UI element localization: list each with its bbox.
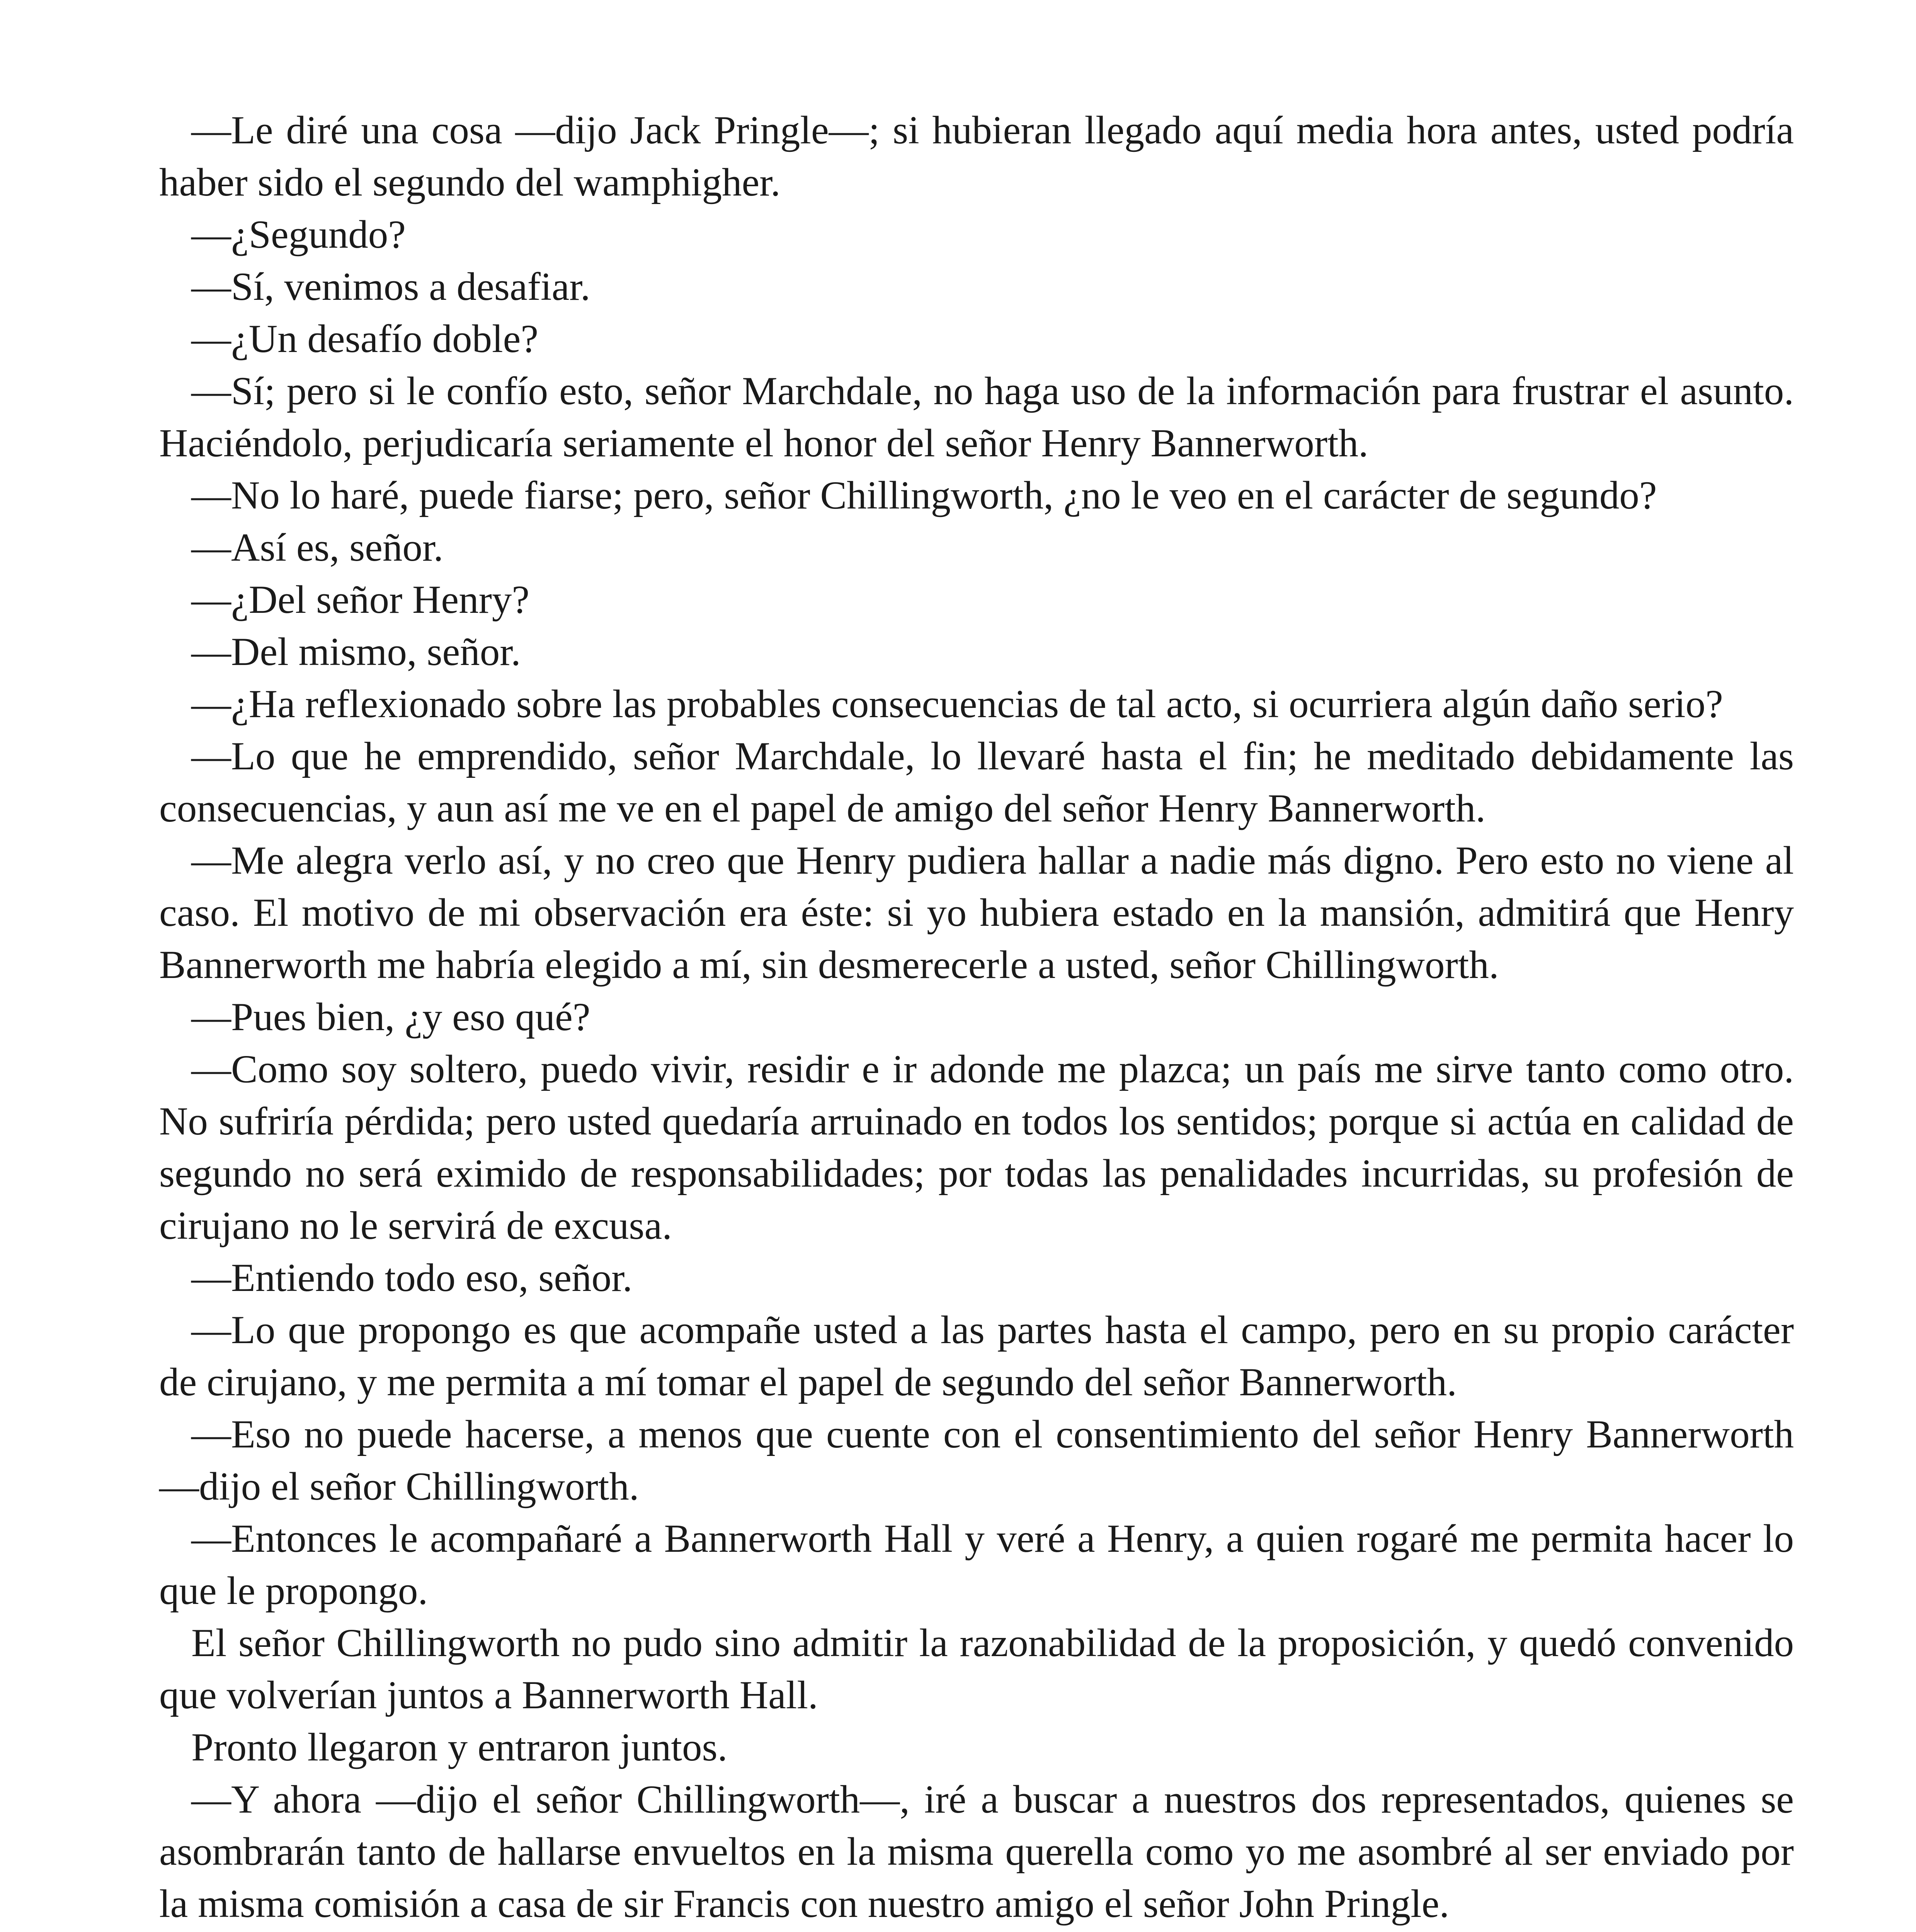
body-text	[159, 104, 1794, 1932]
paragraph: —Sí; pero si le confío esto, señor Marchdale, no haga uso de la información para frustrar el asunto. Haciéndolo, perjudicaría seriamente el honor del señor Henry Bannerworth.	[159, 369, 1794, 465]
paragraph: —¿Un desafío doble?	[191, 317, 539, 361]
paragraph: —Me alegra verlo así, y no creo que Henry pudiera hallar a nadie más digno. Pero esto no viene al caso. El motivo de mi observación era éste: si yo hubiera estado en la mansión, admitirá que Henry Bannerworth me habría elegido a mí, sin desmerecerle a usted, señor Chillingworth.	[159, 838, 1794, 987]
paragraph: —Eso no puede hacerse, a menos que cuente con el consentimiento del señor Henry Bannerworth —dijo el señor Chillingworth.	[159, 1412, 1794, 1509]
paragraph: —Lo que he emprendido, señor Marchdale, lo llevaré hasta el fin; he meditado debidamente las consecuencias, y aun así me ve en el papel de amigo del señor Henry Bannerworth.	[159, 734, 1794, 830]
paragraph: —Y ahora —dijo el señor Chillingworth—, iré a buscar a nuestros dos representados, quienes se asombrarán tanto de hallarse envueltos en la misma querella como yo me asombré al ser enviado por la misma comisión a casa de sir Francis con nuestro amigo el señor John Pringle.	[159, 1777, 1794, 1926]
paragraph: —Entonces le acompañaré a Bannerworth Hall y veré a Henry, a quien rogaré me permita hacer lo que le propongo.	[159, 1517, 1794, 1613]
paragraph: —Sí, venimos a desafiar.	[191, 265, 590, 309]
paragraph: —Lo que propongo es que acompañe usted a las partes hasta el campo, pero en su propio carácter de cirujano, y me permita a mí tomar el papel de segundo del señor Bannerworth.	[159, 1308, 1794, 1404]
paragraph: —Le diré una cosa —dijo Jack Pringle—; si hubieran llegado aquí media hora antes, usted podría haber sido el segundo del wamphigher.	[159, 108, 1794, 204]
paragraph: —¿Del señor Henry?	[191, 578, 530, 622]
paragraph: —¿Ha reflexionado sobre las probables consecuencias de tal acto, si ocurriera algún daño serio?	[191, 682, 1723, 726]
paragraph: —No lo haré, puede fiarse; pero, señor Chillingworth, ¿no le veo en el carácter de segundo?	[191, 473, 1657, 517]
paragraph: —Entiendo todo eso, señor.	[191, 1256, 633, 1300]
paragraph: Pronto llegaron y entraron juntos.	[191, 1725, 728, 1769]
paragraph: —Así es, señor.	[191, 526, 444, 570]
paragraph	[159, 1930, 1794, 1932]
paragraph: El señor Chillingworth no pudo sino admitir la razonabilidad de la proposición, y quedó convenido que volverían juntos a Bannerworth Hall.	[159, 1621, 1794, 1717]
paragraph: —Pues bien, ¿y eso qué?	[191, 995, 590, 1039]
paragraph: —Como soy soltero, puedo vivir, residir e ir adonde me plazca; un país me sirve tanto como otro. No sufriría pérdida; pero usted quedaría arruinado en todos los sentidos; porque si actúa en calidad de segundo no será eximido de responsabilidades; por todas las penalidades incurridas, su profesión de cirujano no le servirá de excusa.	[159, 1047, 1794, 1248]
paragraph: —Del mismo, señor.	[191, 630, 521, 674]
paragraph: —¿Segundo?	[191, 213, 406, 257]
